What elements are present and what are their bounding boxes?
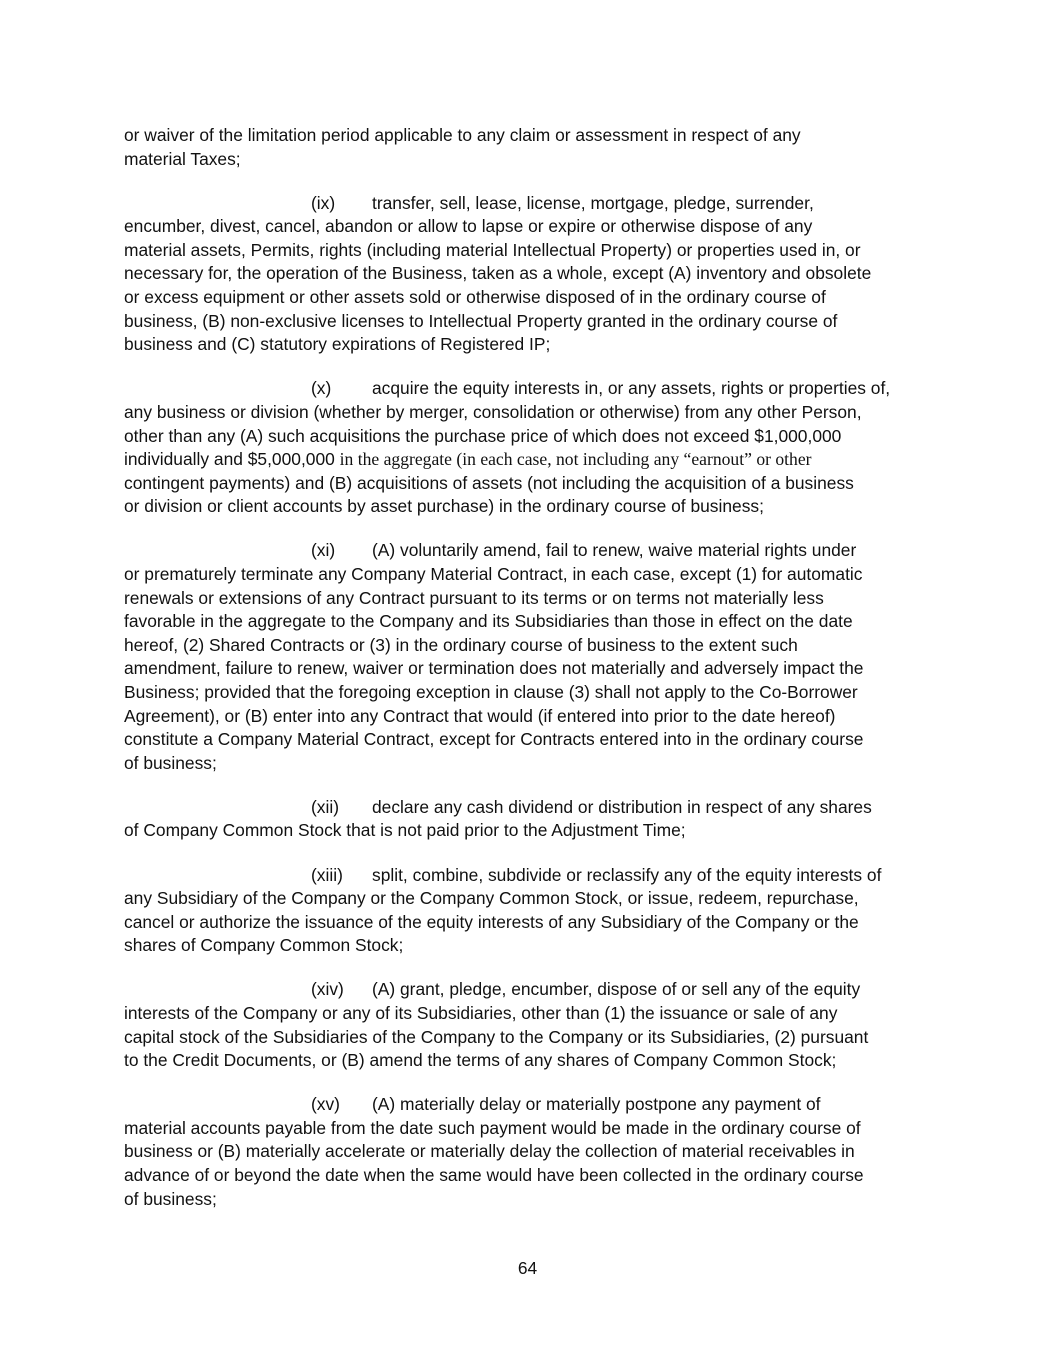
text-line: shares of Company Common Stock; xyxy=(124,935,404,956)
text-line: amendment, failure to renew, waiver or termination does not materially and adversely impact the xyxy=(124,658,864,679)
clause-first-text: declare any cash dividend or distribution in respect of any shares xyxy=(372,796,872,817)
text-line: favorable in the aggregate to the Company and its Subsidiaries than those in effect on the date xyxy=(124,611,853,632)
text-line: any business or division (whether by merger, consolidation or otherwise) from any other Person, xyxy=(124,401,862,422)
text-line: or division or client accounts by asset purchase) in the ordinary course of business; xyxy=(124,496,764,517)
clause-first-line xyxy=(124,864,934,888)
clause-first-text: (A) voluntarily amend, fail to renew, waive material rights under xyxy=(372,540,857,561)
text-line: interests of the Company or any of its Subsidiaries, other than (1) the issuance or sale of any xyxy=(124,1003,838,1023)
text-line: or excess equipment or other assets sold or otherwise disposed of in the ordinary course of xyxy=(124,287,826,308)
text-line: necessary for, the operation of the Business, taken as a whole, except (A) inventory and obsolete xyxy=(124,263,872,284)
text-line: other than any (A) such acquisitions the purchase price of which does not exceed $1,000,000 xyxy=(124,425,842,446)
clause-first-line xyxy=(124,796,934,820)
text-line: of business; xyxy=(124,1188,217,1209)
text-line: capital stock of the Subsidiaries of the Company to the Company or its Subsidiaries, (2) pursuant xyxy=(124,1026,869,1047)
clause-number: (xv) xyxy=(311,1094,340,1115)
mixed-font-line xyxy=(124,448,934,472)
text-line: Agreement), or (B) enter into any Contract that would (if entered into prior to the date hereof) xyxy=(124,705,836,726)
text-line: or waiver of the limitation period applicable to any claim or assessment in respect of any xyxy=(124,125,801,145)
clause-ix xyxy=(124,192,934,357)
text-line: constitute a Company Material Contract, except for Contracts entered into in the ordinary course xyxy=(124,729,864,750)
clause-first-text: split, combine, subdivide or reclassify any of the equity interests of xyxy=(372,864,882,885)
clause-x xyxy=(124,377,934,519)
clause-first-line xyxy=(124,192,934,216)
clause-xiii xyxy=(124,864,934,958)
text-line: advance of or beyond the date when the same would have been collected in the ordinary course xyxy=(124,1165,864,1186)
intro-paragraph xyxy=(124,124,934,171)
clause-xv xyxy=(124,1093,934,1211)
clause-number: (xiv) xyxy=(311,979,344,1000)
text-line: renewals or extensions of any Contract pursuant to its terms or on terms not materially less xyxy=(124,587,824,608)
text-line: hereof, (2) Shared Contracts or (3) in the ordinary course of business to the extent such xyxy=(124,634,798,655)
clause-number: (x) xyxy=(311,378,332,399)
clause-first-line xyxy=(124,539,934,563)
clause-number: (xii) xyxy=(311,796,340,817)
text-line: business, (B) non-exclusive licenses to Intellectual Property granted in the ordinary course of xyxy=(124,310,838,331)
text-line: Business; provided that the foregoing exception in clause (3) shall not apply to the Co-Borrower xyxy=(124,681,858,702)
text-line: material accounts payable from the date such payment would be made in the ordinary course of xyxy=(124,1117,861,1138)
text-line: business and (C) statutory expirations of Registered IP; xyxy=(124,334,551,355)
text-line: of business; xyxy=(124,752,217,773)
text-line: of Company Common Stock that is not paid prior to the Adjustment Time; xyxy=(124,820,686,841)
clause-xiv xyxy=(124,978,934,1072)
clause-number: (xiii) xyxy=(311,864,343,885)
text-line: or prematurely terminate any Company Material Contract, in each case, except (1) for automatic xyxy=(124,564,863,584)
clause-first-text: acquire the equity interests in, or any assets, rights or properties of, xyxy=(372,378,891,399)
clause-xi xyxy=(124,539,934,775)
clause-xii xyxy=(124,796,934,843)
text-line: business or (B) materially accelerate or materially delay the collection of material receivables in xyxy=(124,1141,855,1162)
clause-first-text: transfer, sell, lease, license, mortgage, pledge, surrender, xyxy=(372,192,814,213)
document-body xyxy=(124,124,934,1232)
text-line: cancel or authorize the issuance of the equity interests of any Subsidiary of the Company or the xyxy=(124,911,859,932)
text-line: any Subsidiary of the Company or the Company Common Stock, or issue, redeem, repurchase, xyxy=(124,888,859,909)
clause-number: (xi) xyxy=(311,540,336,561)
text-segment-sans: individually and $5,000,000 xyxy=(124,449,340,470)
clause-first-line xyxy=(124,377,934,401)
text-line: to the Credit Documents, or (B) amend the terms of any shares of Company Common Stock; xyxy=(124,1050,837,1071)
text-line: material assets, Permits, rights (including material Intellectual Property) or properties used in, or xyxy=(124,239,861,260)
clause-first-text: (A) grant, pledge, encumber, dispose of or sell any of the equity xyxy=(372,979,861,1000)
text-segment-serif: in the aggregate (in each case, not including any “earnout” or other xyxy=(339,449,812,470)
clause-first-text: (A) materially delay or materially postpone any payment of xyxy=(372,1094,821,1115)
text-line: contingent payments) and (B) acquisitions of assets (not including the acquisition of a business xyxy=(124,472,854,493)
clause-first-line xyxy=(124,1093,934,1117)
text-line: material Taxes; xyxy=(124,148,241,169)
text-line: encumber, divest, cancel, abandon or allow to lapse or expire or otherwise dispose of any xyxy=(124,216,813,237)
clause-first-line xyxy=(124,978,934,1002)
page-number: 64 xyxy=(517,1258,538,1278)
clause-number: (ix) xyxy=(311,192,336,213)
